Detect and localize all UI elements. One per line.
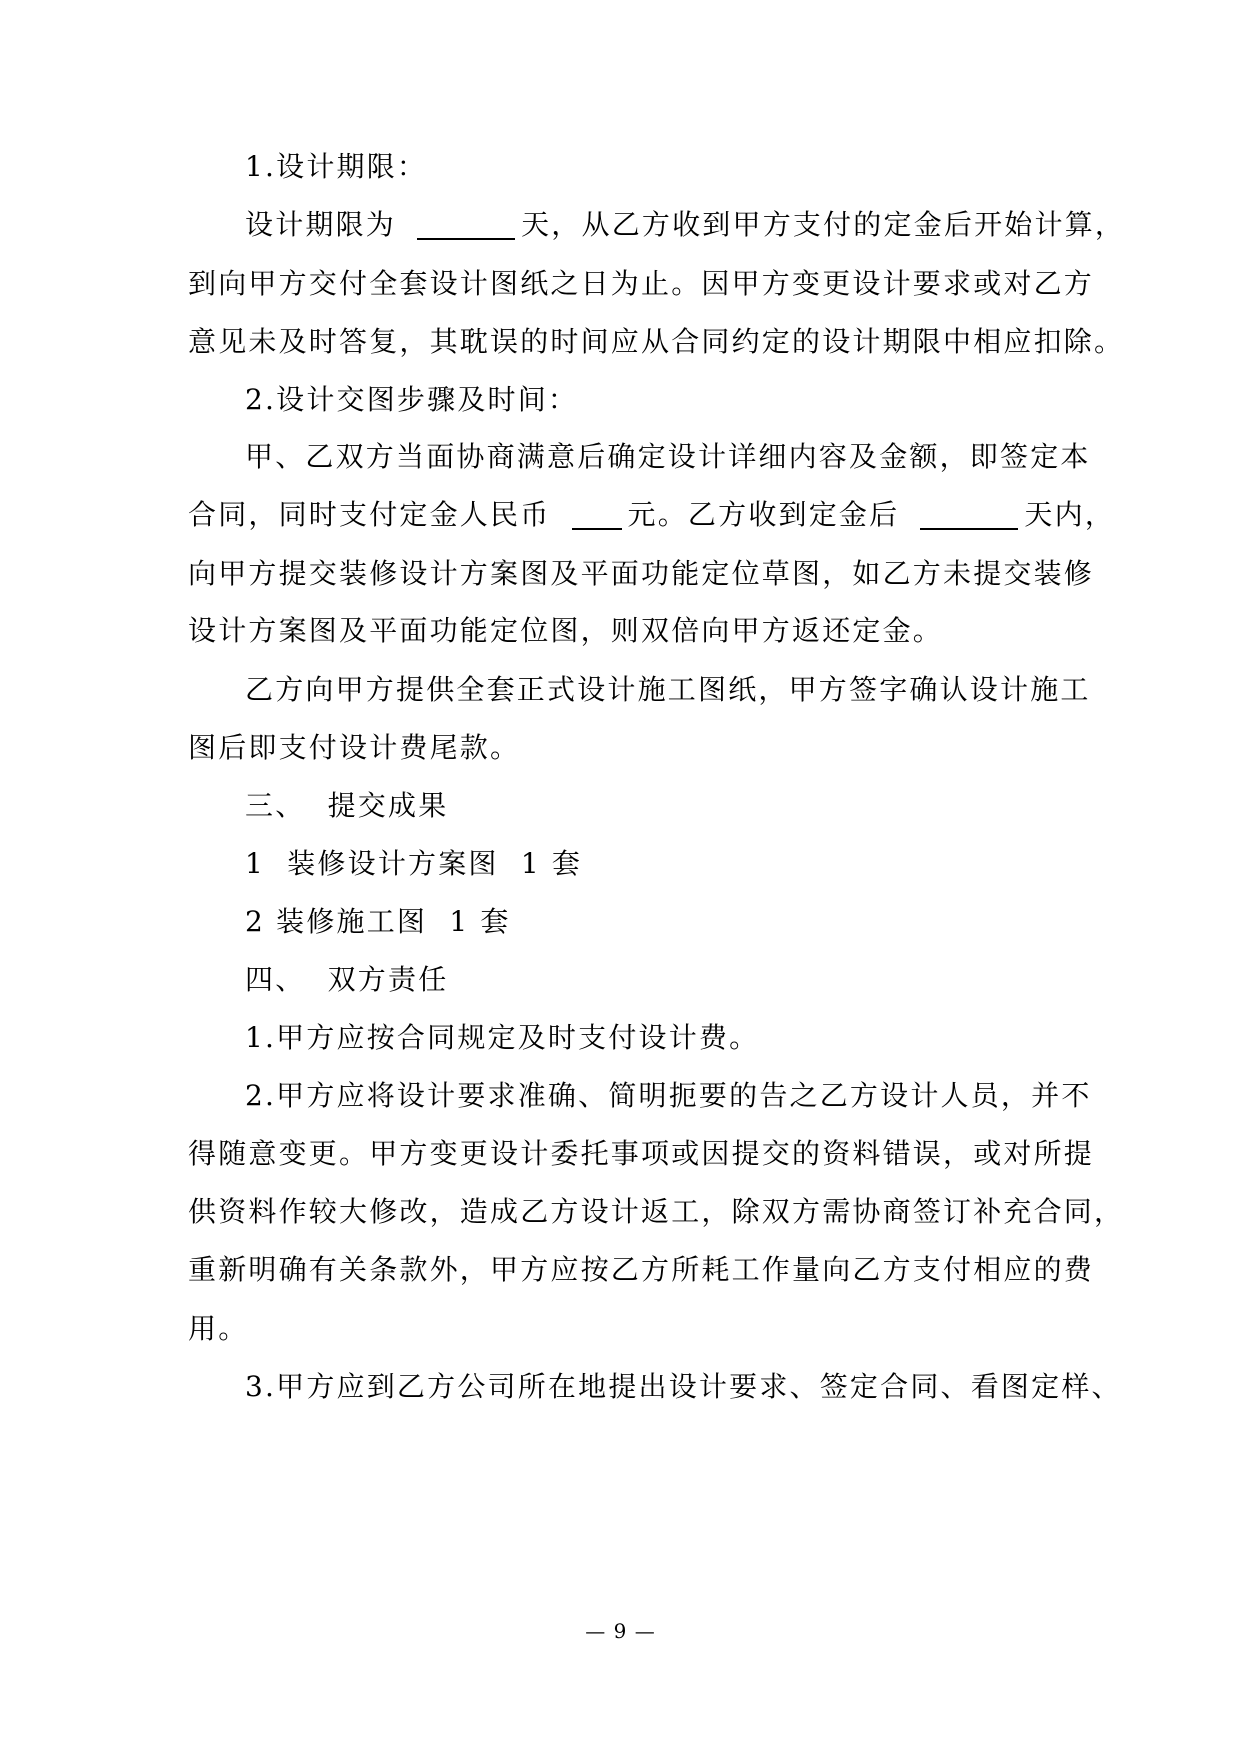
paragraph-line: 乙方向甲方提供全套正式设计施工图纸，甲方签字确认设计施工 xyxy=(245,673,1091,706)
paragraph-line: 1.设计期限： xyxy=(245,150,428,183)
text-segment: 设计期限为 xyxy=(245,208,408,241)
paragraph-line: 重新明确有关条款外，甲方应按乙方所耗工作量向乙方支付相应的费 xyxy=(188,1253,1095,1286)
page-number: — 9 — xyxy=(585,1619,656,1643)
fill-in-blank xyxy=(920,500,1018,530)
paragraph-line xyxy=(188,495,1115,535)
text-segment: 天，从乙方收到甲方支付的定金后开始计算， xyxy=(521,208,1126,241)
text-segment: 天内， xyxy=(1024,498,1116,531)
paragraph-line: 向甲方提交装修设计方案图及平面功能定位草图，如乙方未提交装修 xyxy=(188,557,1095,590)
section-heading: 三、 提交成果 xyxy=(245,789,449,822)
paragraph-line: 1.甲方应按合同规定及时支付设计费。 xyxy=(245,1021,760,1054)
paragraph-line: 甲、乙双方当面协商满意后确定设计详细内容及金额，即签定本 xyxy=(245,440,1091,473)
fill-in-blank xyxy=(572,500,622,530)
list-item: 1 装修设计方案图 1 套 xyxy=(245,847,583,880)
paragraph-line: 供资料作较大修改，造成乙方设计返工，除双方需协商签订补充合同， xyxy=(188,1195,1125,1228)
section-heading: 四、 双方责任 xyxy=(245,963,449,996)
paragraph-line: 2.甲方应将设计要求准确、简明扼要的告之乙方设计人员，并不 xyxy=(245,1079,1092,1112)
text-segment: 元。乙方收到定金后 xyxy=(627,498,911,531)
paragraph-line: 2.设计交图步骤及时间： xyxy=(245,383,579,416)
paragraph-line: 3.甲方应到乙方公司所在地提出设计要求、签定合同、看图定样、 xyxy=(245,1370,1122,1403)
paragraph-line: 得随意变更。甲方变更设计委托事项或因提交的资料错误，或对所提 xyxy=(188,1137,1095,1170)
paragraph-line: 意见未及时答复，其耽误的时间应从合同约定的设计期限中相应扣除。 xyxy=(188,325,1125,358)
text-segment: 合同，同时支付定金人民币 xyxy=(188,498,562,531)
paragraph-line: 到向甲方交付全套设计图纸之日为止。因甲方变更设计要求或对乙方 xyxy=(188,267,1095,300)
paragraph-line: 图后即支付设计费尾款。 xyxy=(188,731,521,764)
fill-in-blank xyxy=(417,210,515,240)
paragraph-line xyxy=(245,205,1125,245)
paragraph-line: 用。 xyxy=(188,1312,249,1345)
paragraph-line: 设计方案图及平面功能定位图，则双倍向甲方返还定金。 xyxy=(188,614,944,647)
list-item: 2 装修施工图 1 套 xyxy=(245,905,511,938)
